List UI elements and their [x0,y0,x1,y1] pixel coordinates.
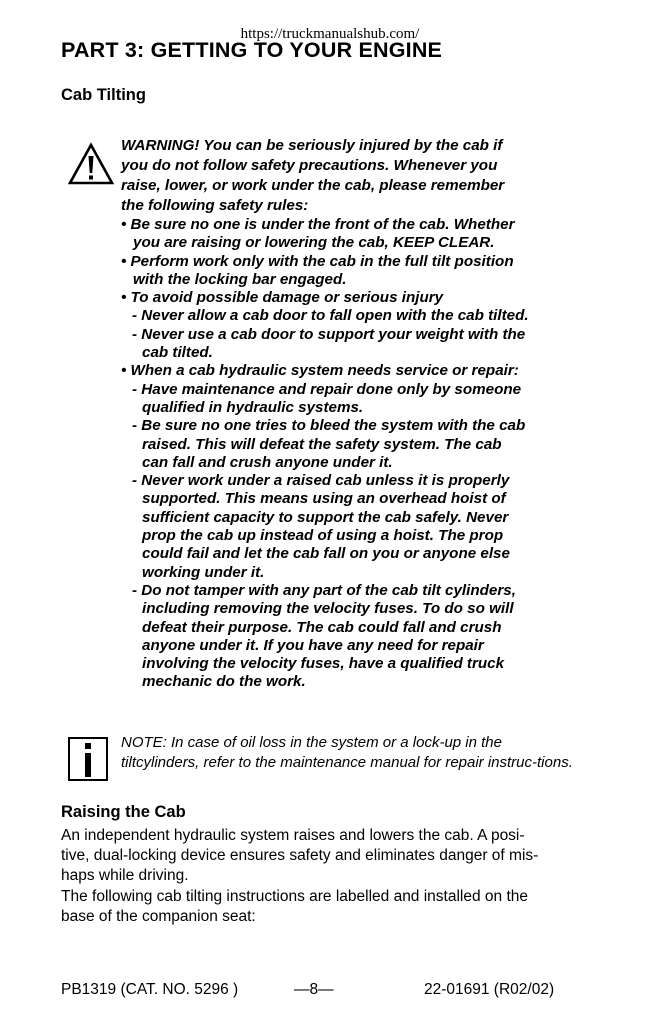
warning-intro-line: the following safety rules: [121,197,309,214]
safety-rule-line: can fall and crush anyone under it. [142,453,393,471]
note-text [121,733,581,773]
warning-intro-line: WARNING! You can be seriously injured by the cab if [121,137,503,154]
paragraph-line: base of the companion seat: [61,908,256,925]
warning-triangle-icon [68,142,114,186]
warning-intro-line: you do not follow safety precautions. Whenever you [121,157,498,174]
safety-rule-line: including removing the velocity fuses. To do so will [142,600,514,618]
footer-document-code: 22-01691 (R02/02) [424,981,555,998]
warning-intro [121,136,591,216]
section-title-raising-the-cab: Raising the Cab [61,803,186,821]
footer-page-number: —8— [294,981,334,998]
safety-rule-line: - Have maintenance and repair done only by someone [132,380,522,398]
warning-intro-line: raise, lower, or work under the cab, please remember [121,177,505,194]
safety-rule-line: sufficient capacity to support the cab safely. Never [142,508,509,526]
safety-rule-line: - Never use a cab door to support your weight with the [132,325,526,343]
safety-rule-line: raised. This will defeat the safety system. The cab [142,435,502,453]
warning-block [121,136,591,692]
safety-rule-line: you are raising or lowering the cab, KEEP CLEAR. [133,234,495,252]
safety-rule-line: cab tilted. [142,344,213,362]
paragraph-line: tive, dual-locking device ensures safety and eliminates danger of mis- [61,847,539,864]
safety-rule-line: defeat their purpose. The cab could fall and crush [142,618,502,636]
safety-rule-line: anyone under it. If you have any need for repair [142,636,484,654]
safety-rule-line: • Be sure no one is under the front of the cab. Whether [121,216,515,233]
warning-rules-list [121,216,591,692]
safety-rule-line: qualified in hydraulic systems. [142,398,364,416]
safety-rule-line: with the locking bar engaged. [133,270,347,288]
safety-rule-line: - Be sure no one tries to bleed the system with the cab [132,417,526,435]
page-title: PART 3: GETTING TO YOUR ENGINE [61,38,443,62]
info-i-icon [68,737,108,781]
safety-rule-line: involving the velocity fuses, have a qualified truck [142,655,505,673]
paragraph-line: The following cab tilting instructions are labelled and installed on the [61,888,529,905]
safety-rule-line: - Never work under a raised cab unless it is properly [132,472,510,490]
safety-rule-line: supported. This means using an overhead hoist of [142,490,506,508]
safety-rule-line: • To avoid possible damage or serious injury [121,289,444,307]
safety-rule-line: • Perform work only with the cab in the full tilt position [121,252,514,270]
safety-rule-line: working under it. [142,563,265,581]
header-url: https://truckmanualshub.com/ [240,26,420,42]
paragraph-tilting-instructions [61,887,581,927]
paragraph-hydraulic-system [61,826,581,886]
safety-rule-line: - Never allow a cab door to fall open with the cab tilted. [132,307,529,325]
note-line: NOTE: In case of oil loss in the system or a lock-up in the tilt [121,734,502,771]
section-title-cab-tilting: Cab Tilting [61,86,146,104]
note-line: tions. [537,754,573,771]
safety-rule-line: prop the cab up instead of using a hoist. The prop [142,527,504,545]
paragraph-line: An independent hydraulic system raises and lowers the cab. A posi- [61,827,525,844]
safety-rule-line: - Do not tamper with any part of the cab tilt cylinders, [132,581,516,599]
footer-publication-number: PB1319 (CAT. NO. 5296 ) [61,981,239,998]
safety-rule-line: could fail and let the cab fall on you or anyone else [142,545,510,563]
paragraph-line: haps while driving. [61,867,189,884]
safety-rule-line: • When a cab hydraulic system needs service or repair: [121,362,519,380]
safety-rule-line: mechanic do the work. [142,673,306,691]
note-line: cylinders, refer to the maintenance manual for repair instruc- [136,754,538,771]
